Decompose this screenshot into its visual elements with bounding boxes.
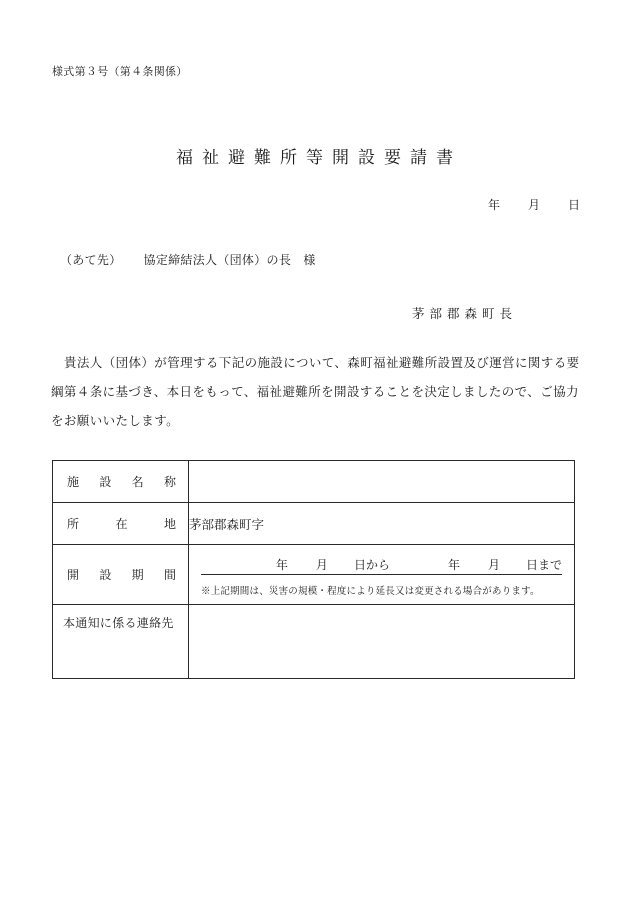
table-row-location <box>53 503 575 545</box>
period-field[interactable] <box>189 545 575 605</box>
addressee-prefix: （あて先） <box>60 253 122 267</box>
label-char: 設 <box>99 475 112 489</box>
from-day: 日から <box>353 558 390 572</box>
facility-name-label <box>53 461 189 503</box>
date-year-label: 年 <box>487 198 500 212</box>
date-line <box>488 196 580 213</box>
label-char: 名 <box>131 475 144 489</box>
label-char: 在 <box>115 517 128 531</box>
label-char: 開 <box>67 568 80 582</box>
from-month: 月 <box>315 558 328 572</box>
label-char: 間 <box>163 568 176 582</box>
label-char: 設 <box>99 568 112 582</box>
date-month-label: 月 <box>527 198 540 212</box>
period-label <box>53 545 189 605</box>
date-day-label: 日 <box>567 198 580 212</box>
label-char: 称 <box>163 475 176 489</box>
sender: 茅部郡森町長 <box>411 306 517 321</box>
period-note: ※上記期間は、災害の規模・程度により延長又は変更される場合があります。 <box>201 586 540 597</box>
location-label <box>53 503 189 545</box>
facility-info-table <box>52 460 575 679</box>
from-year: 年 <box>275 558 288 572</box>
contact-field[interactable] <box>189 605 575 679</box>
location-field[interactable]: 茅部郡森町字 <box>189 503 575 545</box>
contact-label <box>53 605 189 679</box>
addressee-name: 協定締結法人（団体）の長 様 <box>143 253 316 267</box>
document-title: 福祉避難所等開設要請書 <box>176 148 462 168</box>
period-dates <box>201 556 562 575</box>
to-day: 日まで <box>525 558 562 572</box>
table-row-period <box>53 545 575 605</box>
to-month: 月 <box>487 558 500 572</box>
table-row-contact <box>53 605 575 679</box>
label-char: 地 <box>163 517 176 531</box>
addressee <box>60 251 316 268</box>
label-char: 期 <box>131 568 144 582</box>
contact-label-text: 本通知に係る連絡先 <box>63 616 174 630</box>
table-row-facility-name <box>53 461 575 503</box>
label-char: 所 <box>67 517 80 531</box>
form-number: 様式第３号（第４条関係） <box>52 65 188 78</box>
label-char: 施 <box>67 475 80 489</box>
facility-name-field[interactable] <box>189 461 575 503</box>
to-year: 年 <box>447 558 460 572</box>
body-text: 貴法人（団体）が管理する下記の施設について、森町福祉避難所設置及び運営に関する要綱第４条に基づき、本日をもって、福祉避難所を開設することを決定しましたので、ご協力をお願いいたします。 <box>51 355 580 428</box>
